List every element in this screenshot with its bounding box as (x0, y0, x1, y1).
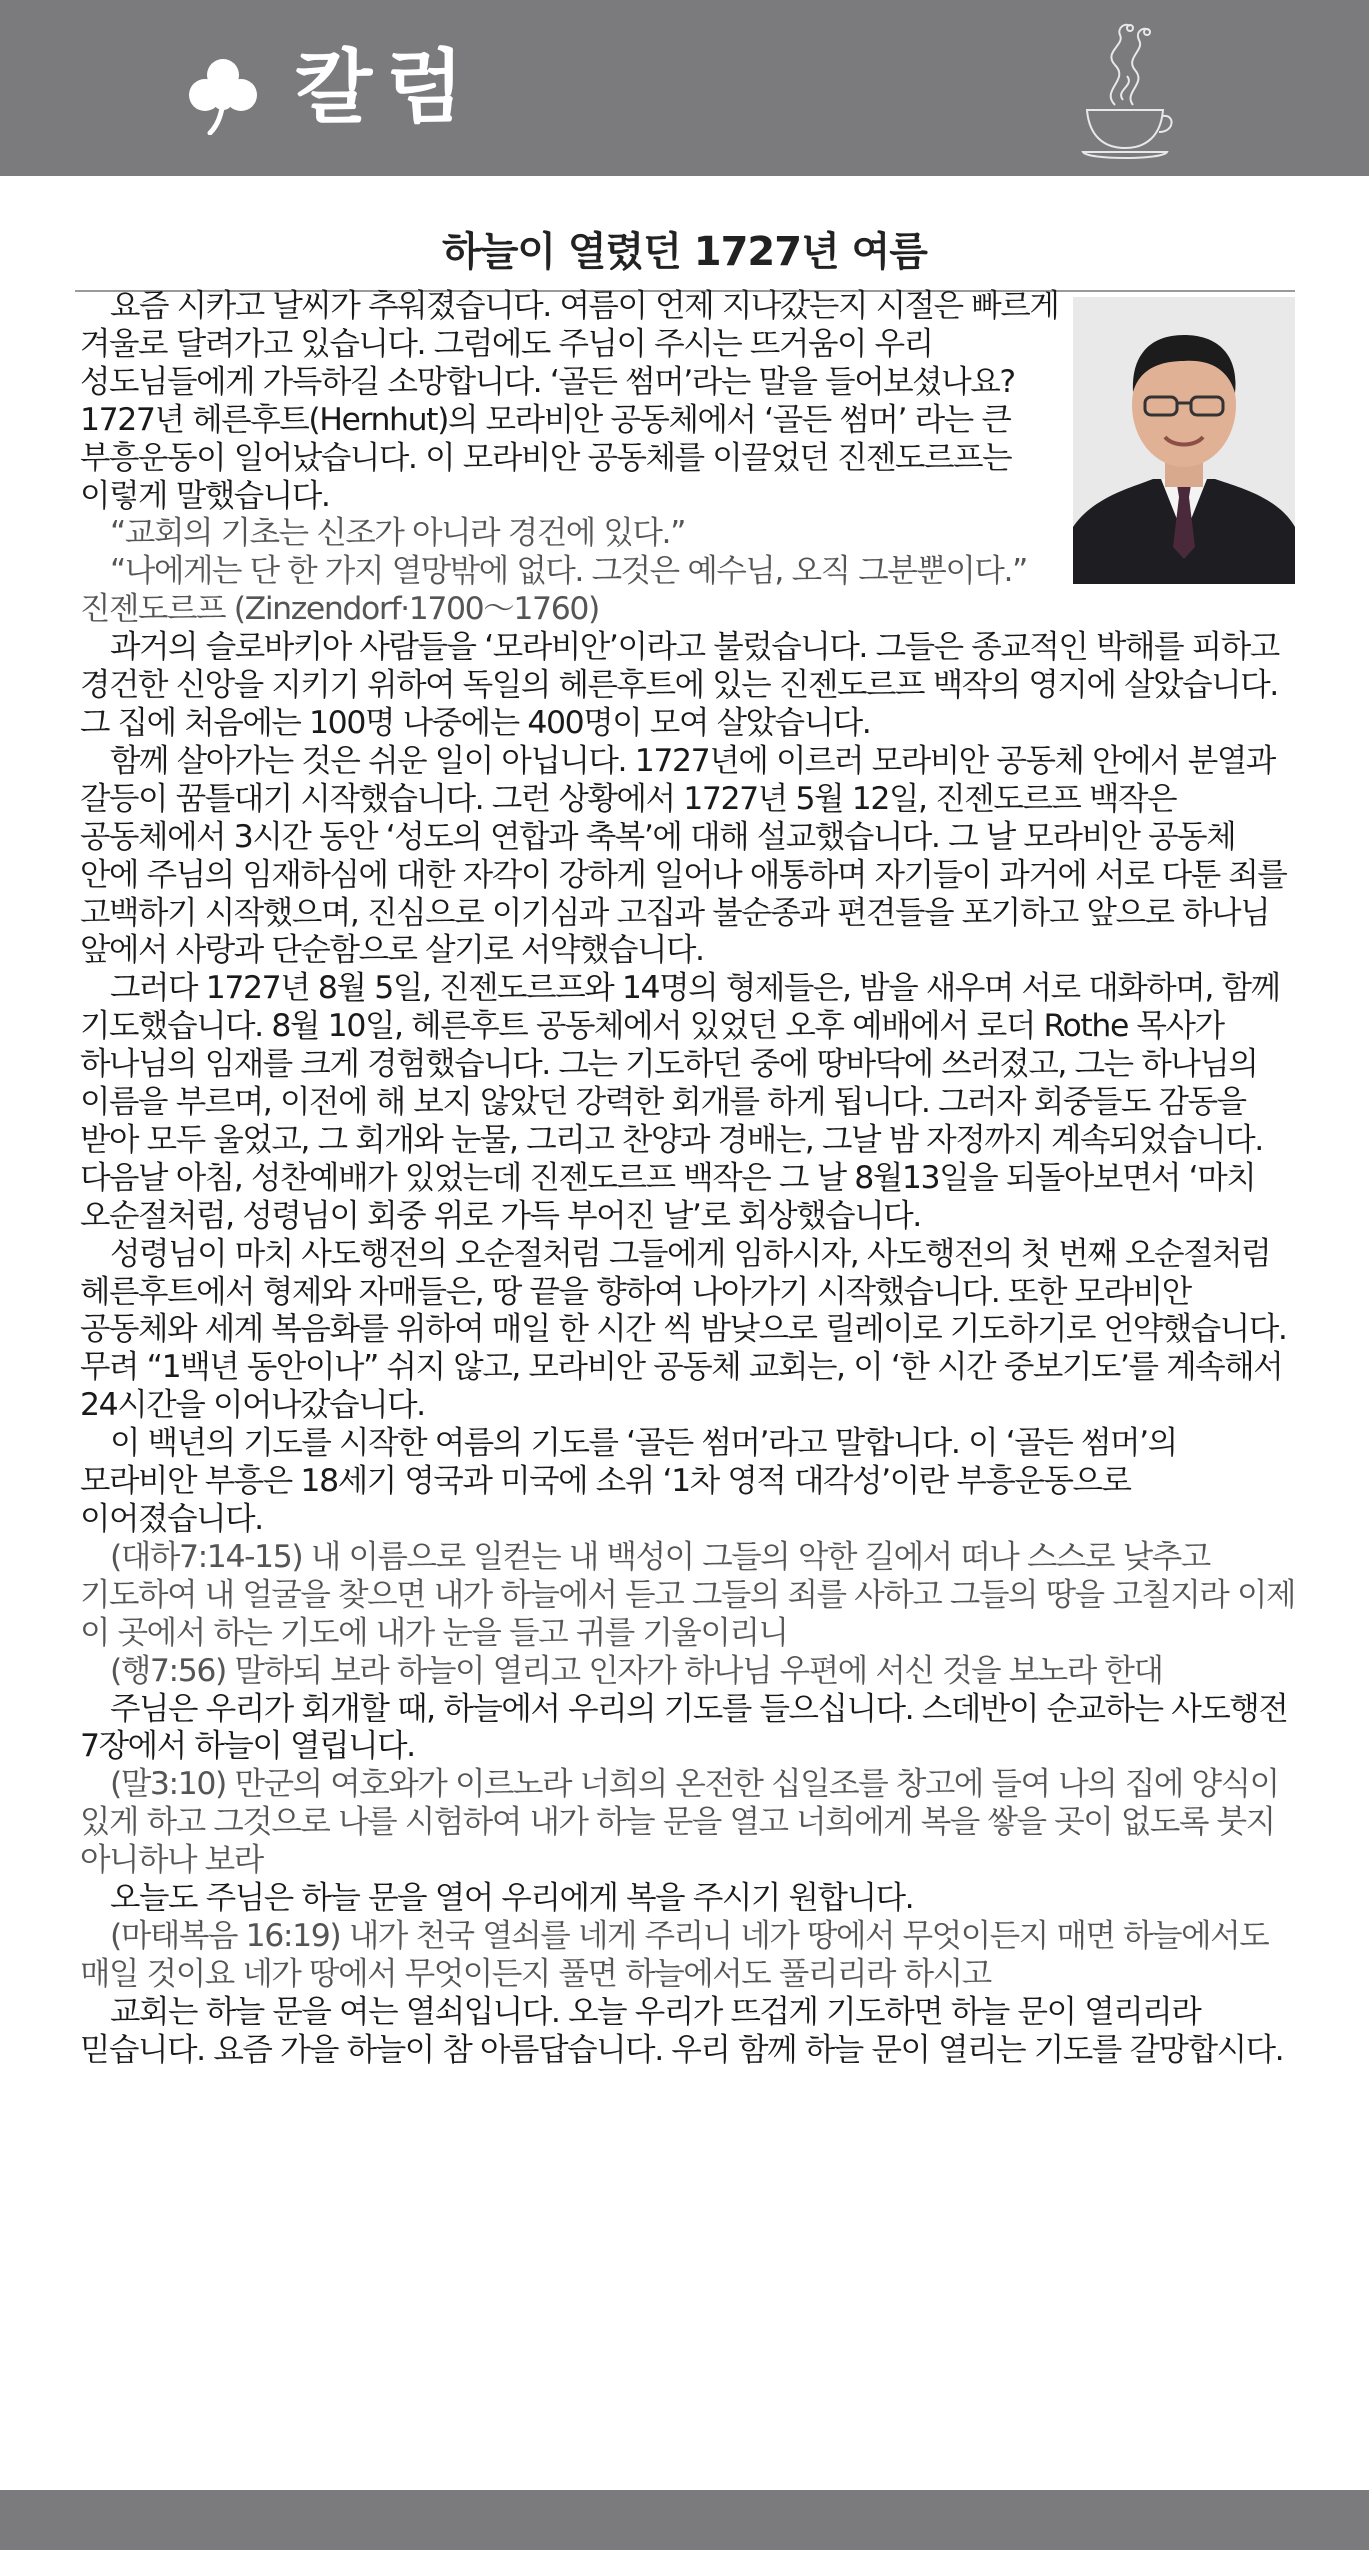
scripture-quote: (마태복음 16:19) 내가 천국 열쇠를 네게 주리니 네가 땅에서 무엇이든지 매면 하늘에서도 매일 것이요 네가 땅에서 무엇이든지 풀면 하늘에서도 풀리리라 하시고 (80, 1917, 1269, 1992)
article-body (80, 288, 1297, 2070)
photo-wrap-space (1065, 288, 1297, 578)
scripture-quote: (말3:10) 만군의 여호와가 이르노라 너희의 온전한 십일조를 창고에 들여 나의 집에 양식이 있게 하고 그것으로 나를 시험하여 내가 하늘 문을 열고 너희에게 복을 쌓을 곳이 없도록 붓지 아니하나 보라 (80, 1766, 1279, 1879)
paragraph: 함께 살아가는 것은 쉬운 일이 아닙니다. 1727년에 이르러 모라비안 공동체 안에서 분열과 갈등이 꿈틀대기 시작했습니다. 그런 상황에서 1727년 5월 12일, 진젠도르프 백작은 공동체에서 3시간 동안 ‘성도의 연합과 축복’에 대해 설교했습니다. 그 날 모라비안 공동체 안에 주님의 임재하심에 대한 자각이 강하게 일어나 애통하며 자기들이 과거에 서로 다툰 죄를 고백하기 시작했으며, 진심으로 이기심과 고집과 불순종과 편견들을 포기하고 앞으로 하나님 앞에서 사랑과 단순함으로 살기로 서약했습니다. (80, 742, 1287, 969)
clover-icon (188, 55, 258, 135)
quote: “교회의 기초는 신조가 아니라 경건에 있다.” (110, 515, 686, 552)
paragraph: 교회는 하늘 문을 여는 열쇠입니다. 오늘 우리가 뜨겁게 기도하면 하늘 문이 열리리라 믿습니다. 요즘 가을 하늘이 참 아름답습니다. 우리 함께 하늘 문이 열리는 기도를 갈망합시다. (80, 1993, 1284, 2068)
paragraph: 성령님이 마치 사도행전의 오순절처럼 그들에게 임하시자, 사도행전의 첫 번째 오순절처럼 헤른후트에서 형제와 자매들은, 땅 끝을 향하여 나아가기 시작했습니다. 또한 모라비안 공동체와 세계 복음화를 위하여 매일 한 시간 씩 밤낮으로 릴레이로 기도하기로 언약했습니다. 무려 “1백년 동안이나” 쉬지 않고, 모라비안 공동체 교회는, 이 ‘한 시간 중보기도’를 계속해서 24시간을 이어나갔습니다. (80, 1235, 1287, 1424)
footer-bar (0, 2490, 1369, 2550)
paragraph: 과거의 슬로바키아 사람들을 ‘모라비안’이라고 불렀습니다. 그들은 종교적인 박해를 피하고 경건한 신앙을 지키기 위하여 독일의 헤른후트에 있는 진젠도르프 백작의 영지에 살았습니다. 그 집에 처음에는 100명 나중에는 400명이 모여 살았습니다. (80, 629, 1279, 741)
paragraph: 그러다 1727년 8월 5일, 진젠도르프와 14명의 형제들은, 밤을 새우며 서로 대화하며, 함께 기도했습니다. 8월 10일, 헤른후트 공동체에서 있었던 오후 예배에서 로더 Rothe 목사가 하나님의 임재를 크게 경험했습니다. 그는 기도하던 중에 땅바닥에 쓰러졌고, 그는 하나님의 이름을 부르며, 이전에 해 보지 않았던 강력한 회개를 하게 됩니다. 그러자 회중들도 감동을 받아 모두 울었고, 그 회개와 눈물, 그리고 찬양과 경배는, 그날 밤 자정까지 계속되었습니다. 다음날 아침, 성찬예배가 있었는데 진젠도르프 백작은 그 날 8월13일을 되돌아보면서 ‘마치 오순절처럼, 성령님이 회중 위로 가득 부어진 날’로 회상했습니다. (80, 970, 1280, 1234)
paragraph: 오늘도 주님은 하늘 문을 열어 우리에게 복을 주시기 원합니다. (110, 1880, 914, 1917)
header-bar (0, 0, 1369, 176)
paragraph: 요즘 시카고 날씨가 추워졌습니다. 여름이 언제 지나갔는지 시절은 빠르게 겨울로 달려가고 있습니다. 그럼에도 주님이 주시는 뜨거움이 우리 성도님들에게 가득하길 소망합니다. ‘골든 썸머’라는 말을 들어보셨나요? 1727년 헤른후트(Hernhut)의 모라비안 공동체에서 ‘골든 썸머’ 라는 큰 부흥운동이 일어났습니다. 이 모라비안 공동체를 이끌었던 진젠도르프는 이렇게 말했습니다. (80, 288, 1059, 514)
scripture-quote: (행7:56) 말하되 보라 하늘이 열리고 인자가 하나님 우편에 서신 것을 보노라 한대 (110, 1652, 1163, 1689)
paragraph: 주님은 우리가 회개할 때, 하늘에서 우리의 기도를 들으십니다. 스데반이 순교하는 사도행전 7장에서 하늘이 열립니다. (80, 1690, 1288, 1765)
article-title: 하늘이 열렸던 1727년 여름 (442, 229, 927, 275)
section-title: 칼럼 (295, 41, 478, 134)
coffee-cup-icon (1075, 10, 1175, 165)
scripture-quote: (대하7:14-15) 내 이름으로 일컫는 내 백성이 그들의 악한 길에서 떠나 스스로 낮추고 기도하여 내 얼굴을 찾으면 내가 하늘에서 듣고 그들의 죄를 사하고 그들의 땅을 고칠지라 이제 이 곳에서 하는 기도에 내가 눈을 들고 귀를 기울이리니 (80, 1538, 1296, 1651)
quote: “나에게는 단 한 가지 열망밖에 없다. 그것은 예수님, 오직 그분뿐이다.” 진젠도르프 (Zinzendorf·1700～1760) (80, 553, 1027, 628)
paragraph: 이 백년의 기도를 시작한 여름의 기도를 ‘골든 썸머’라고 말합니다. 이 ‘골든 썸머’의 모라비안 부흥은 18세기 영국과 미국에 소위 ‘1차 영적 대각성’이란 부흥운동으로 이어졌습니다. (80, 1425, 1177, 1537)
